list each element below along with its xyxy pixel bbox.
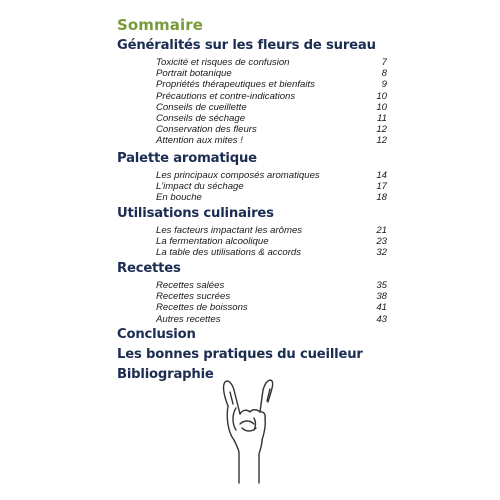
entry-page-number: 10 <box>376 101 387 113</box>
toc-section <box>117 261 387 325</box>
entry-page-number: 17 <box>376 181 387 193</box>
entry-label: En bouche <box>156 192 202 204</box>
toc-entry <box>156 124 387 135</box>
entry-label: Recettes sucrées <box>156 291 231 303</box>
entry-page-number: 7 <box>381 57 387 68</box>
toc-section <box>117 327 379 343</box>
entry-page-number: 35 <box>376 280 387 291</box>
entry-label: Attention aux mites ! <box>156 135 243 147</box>
entry-page-number: 43 <box>376 313 387 325</box>
toc-entry <box>156 192 387 203</box>
toc-entry <box>156 291 387 302</box>
toc-entry <box>156 91 387 102</box>
section-heading: Bibliographie <box>117 367 214 382</box>
section-heading: Généralités sur les fleurs de sureau <box>117 38 376 53</box>
toc-entry <box>156 181 387 192</box>
entry-list <box>156 225 387 259</box>
entry-page-number: 32 <box>376 247 387 259</box>
entry-list <box>156 57 387 147</box>
toc-entry <box>156 135 387 146</box>
rock-hand-icon <box>216 378 284 488</box>
entry-label: Recettes salées <box>156 280 225 291</box>
entry-label: Autres recettes <box>156 313 221 325</box>
entry-page-number: 12 <box>376 124 387 136</box>
toc-section <box>117 347 379 363</box>
entry-page-number: 38 <box>376 291 387 303</box>
toc-entry <box>156 225 387 236</box>
toc-entry <box>156 68 387 79</box>
entry-page-number: 23 <box>376 236 387 248</box>
entry-label: Propriétés thérapeutiques et bienfaits <box>156 79 315 91</box>
entry-label: Les facteurs impactant les arômes <box>156 225 303 236</box>
section-heading: Utilisations culinaires <box>117 206 274 221</box>
entry-page-number: 9 <box>381 79 387 91</box>
entry-page-number: 18 <box>376 192 387 204</box>
toc-entry <box>156 102 387 113</box>
section-heading: Palette aromatique <box>117 151 257 166</box>
entry-label: La fermentation alcoolique <box>156 236 269 248</box>
entry-page-number: 10 <box>376 90 387 102</box>
entry-page-number: 41 <box>376 302 387 314</box>
entry-list <box>156 280 387 325</box>
toc-entry <box>156 113 387 124</box>
section-heading: Conclusion <box>117 327 196 342</box>
toc-entry <box>156 247 387 258</box>
toc-entry <box>156 170 387 181</box>
entry-label: L'impact du séchage <box>156 181 244 193</box>
entry-page-number: 8 <box>381 68 387 80</box>
entry-label: Conservation des fleurs <box>156 124 257 136</box>
entry-label: Précautions et contre-indications <box>156 90 296 102</box>
toc-entry <box>156 302 387 313</box>
entry-label: Conseils de cueillette <box>156 101 247 113</box>
entry-page-number: 14 <box>376 170 387 181</box>
toc-entry <box>156 79 387 90</box>
entry-label: Les principaux composés aromatiques <box>156 170 320 181</box>
entry-list <box>156 170 387 204</box>
toc-entry <box>156 57 387 68</box>
entry-label: Toxicité et risques de confusion <box>156 57 290 68</box>
toc-section <box>117 38 387 147</box>
toc-title: Sommaire <box>117 16 204 34</box>
entry-label: Conseils de séchage <box>156 113 246 125</box>
entry-label: La table des utilisations & accords <box>156 247 302 259</box>
toc-entry <box>156 236 387 247</box>
entry-page-number: 21 <box>376 225 387 236</box>
entry-label: Recettes de boissons <box>156 302 248 314</box>
toc-entry <box>156 280 387 291</box>
section-heading: Recettes <box>117 261 181 276</box>
entry-page-number: 11 <box>377 113 387 125</box>
entry-label: Portrait botanique <box>156 68 232 80</box>
toc-section <box>117 151 387 204</box>
toc-section <box>117 206 387 259</box>
toc-entry <box>156 314 387 325</box>
entry-page-number: 12 <box>376 135 387 147</box>
section-heading: Les bonnes pratiques du cueilleur <box>117 347 363 362</box>
